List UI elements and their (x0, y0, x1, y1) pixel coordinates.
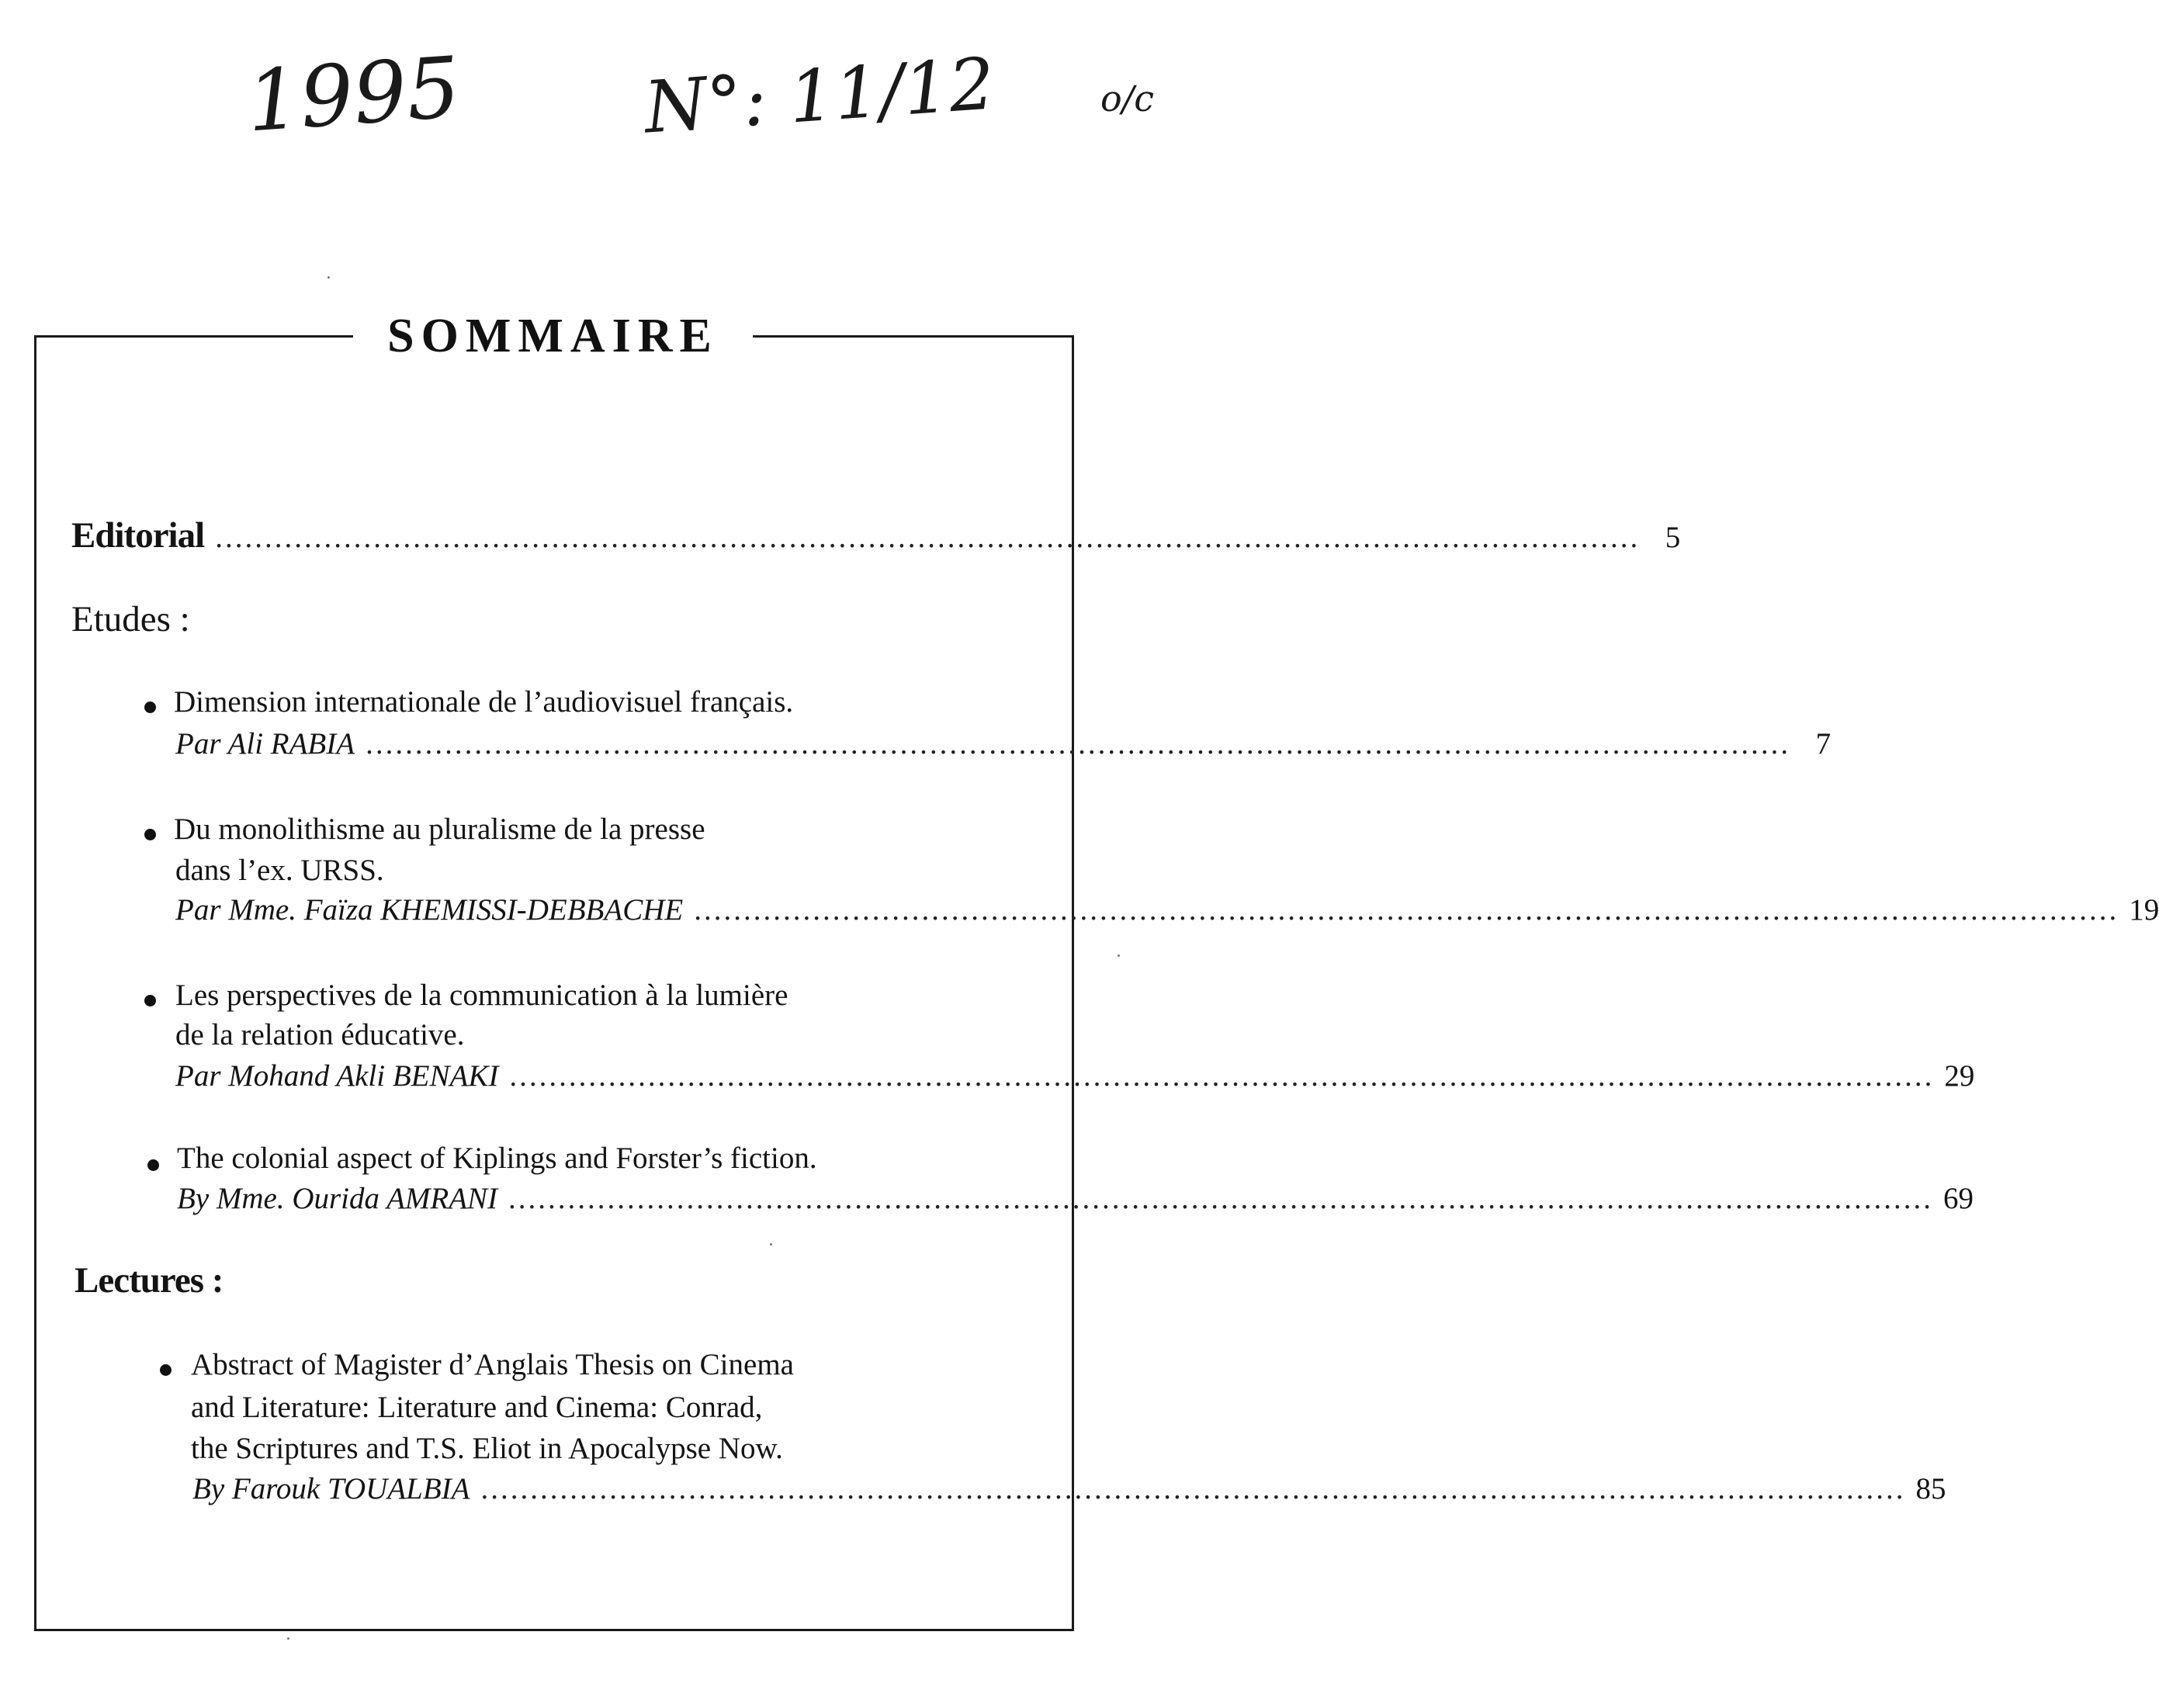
article-title-line: de la relation éducative. (175, 1018, 465, 1051)
article-author-line (175, 723, 1832, 765)
bullet (160, 1364, 172, 1376)
article-title-line: dans l’ex. URSS. (175, 854, 384, 887)
leader-dots: ................................................................................................................................................ (480, 1472, 1906, 1505)
article-author: By Farouk TOUALBIA (192, 1472, 470, 1505)
article-title-line: Du monolithisme au pluralisme de la presse (174, 812, 705, 846)
leader-dots: ................................................................................................................................................ (366, 727, 1791, 760)
handwritten-year: 1995 (243, 39, 463, 151)
page-number: 85 (1915, 1472, 1946, 1505)
editorial-label: Editorial (71, 515, 205, 556)
article-author-line (175, 1055, 1975, 1097)
article-author: Par Ali RABIA (175, 727, 355, 760)
section-heading-etudes: Etudes : (71, 599, 190, 639)
article-author: Par Mme. Faïza KHEMISSI-DEBBACHE (175, 893, 684, 927)
article-author-line (177, 1178, 1974, 1220)
article-title-line: Les perspectives de la communication à la lumière (175, 979, 788, 1012)
page-number: 5 (1665, 521, 1681, 554)
article-title: The colonial aspect of Kiplings and Forster’s fiction. (177, 1142, 817, 1175)
article-author-line (175, 889, 2159, 931)
leader-dots: ................................................................................................................................................ (215, 521, 1641, 554)
bullet (144, 829, 156, 840)
editorial-entry (71, 512, 1681, 561)
article-title: Dimension internationale de l’audiovisuel français. (174, 685, 794, 719)
page-title: SOMMAIRE (353, 307, 753, 365)
leader-dots: ................................................................................................................................................ (694, 893, 2119, 927)
scan-speck (287, 1637, 289, 1640)
article-author: By Mme. Ourida AMRANI (177, 1182, 498, 1215)
article-title-line: and Literature: Literature and Cinema: Conrad, (191, 1391, 763, 1424)
section-heading-lectures: Lectures : (75, 1260, 224, 1301)
bullet (144, 995, 156, 1006)
article-title-line: Abstract of Magister d’Anglais Thesis on Cinema (191, 1348, 794, 1381)
page-number: 19 (2129, 893, 2159, 927)
handwritten-mark: o/c (1100, 78, 1154, 120)
article-title-line: the Scriptures and T.S. Eliot in Apocalypse Now. (191, 1432, 783, 1465)
scan-speck (327, 276, 330, 279)
leader-dots: ................................................................................................................................................ (508, 1182, 1934, 1215)
article-author: Par Mohand Akli BENAKI (175, 1059, 499, 1093)
bullet (144, 702, 156, 713)
page-number: 7 (1815, 727, 1832, 760)
page-number: 69 (1943, 1182, 1974, 1215)
page-number: 29 (1944, 1059, 1975, 1093)
leader-dots: ................................................................................................................................................ (509, 1059, 1935, 1093)
bullet (147, 1159, 159, 1171)
scan-speck (1118, 954, 1120, 957)
handwritten-issue-number: N°: 11/12 (641, 42, 998, 150)
article-author-line (192, 1468, 1946, 1510)
